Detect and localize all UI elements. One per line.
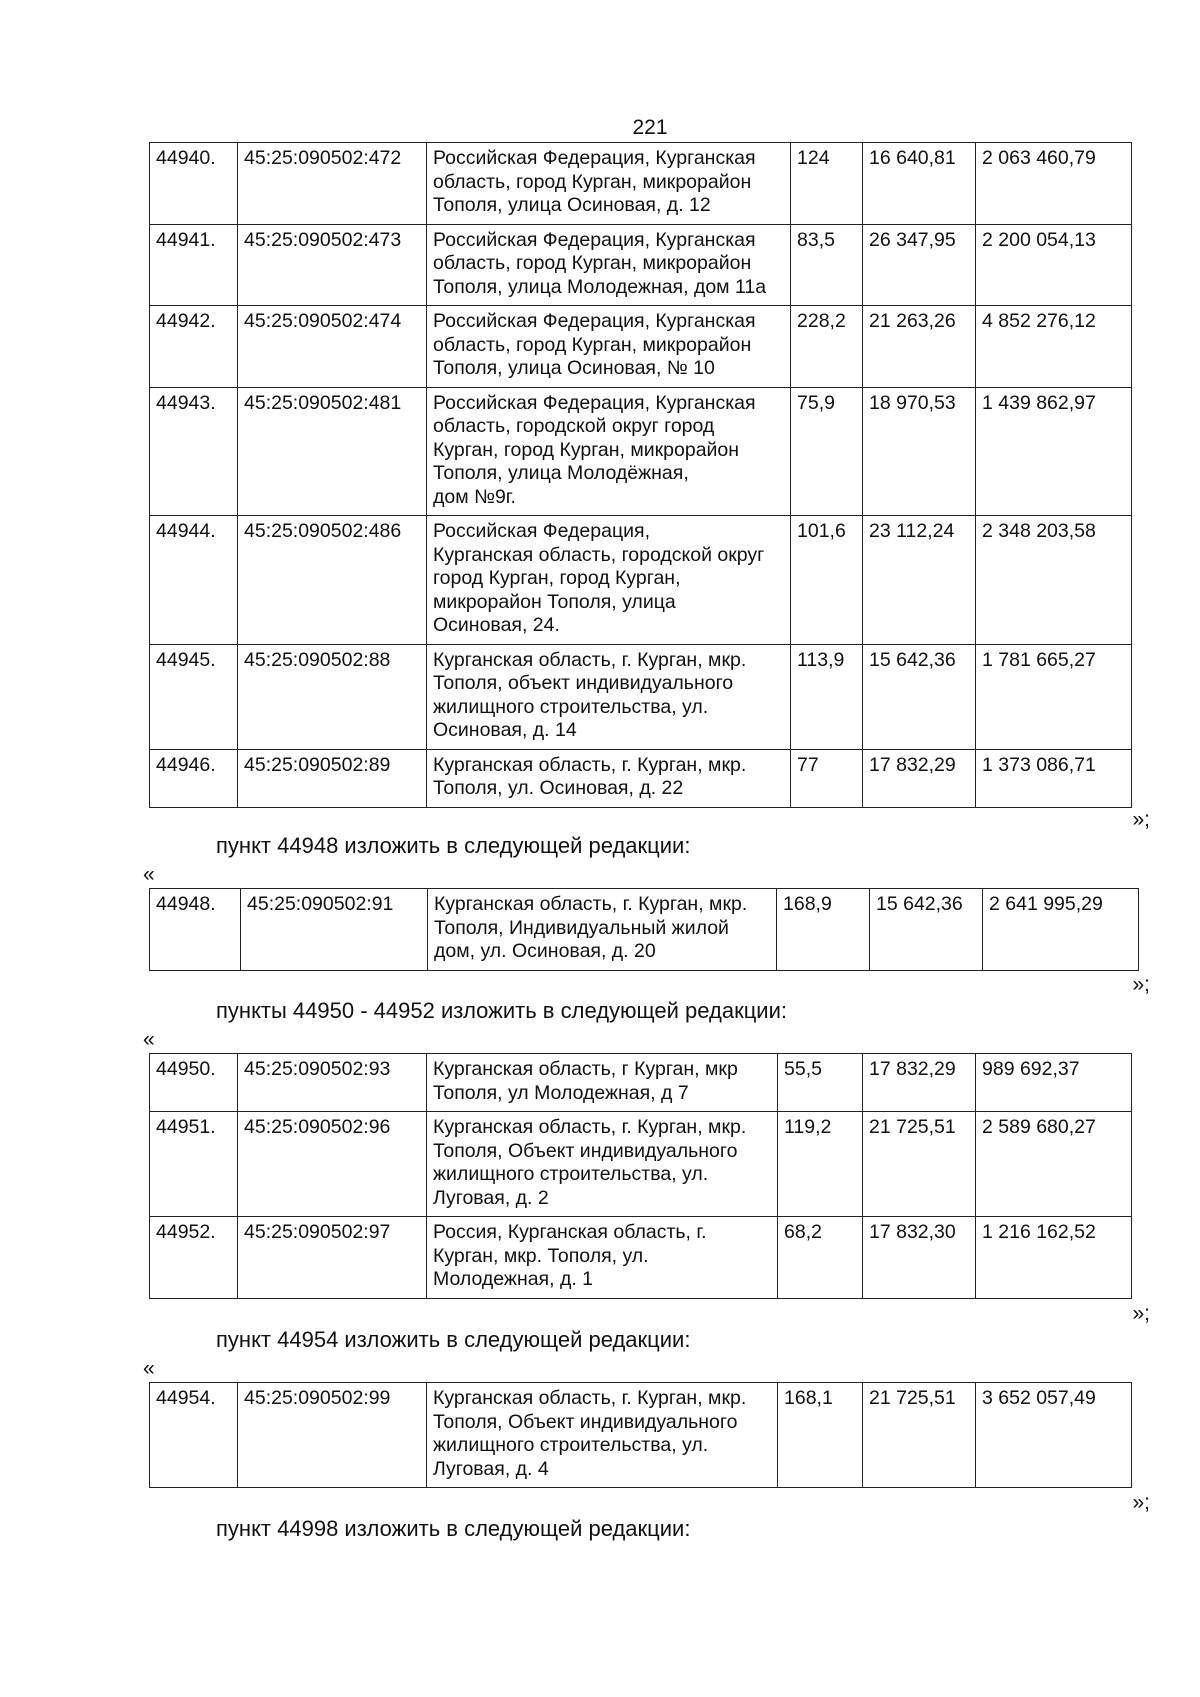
- table-row: [150, 644, 1132, 749]
- address: Российская Федерация, Курганская область, город Курган, микрорайон Тополя, улица Молодежная, дом 11а: [427, 224, 791, 306]
- property-table-3: [149, 1053, 1132, 1299]
- total-value: 1 216 162,52: [976, 1217, 1132, 1299]
- price-per-unit: 17 832,29: [863, 1054, 976, 1112]
- row-number: 44942.: [150, 306, 238, 388]
- area: 113,9: [791, 644, 863, 749]
- area: 228,2: [791, 306, 863, 388]
- cadastral-number: 45:25:090502:473: [238, 224, 427, 306]
- property-table-4: [149, 1382, 1132, 1488]
- page-number: 221: [632, 116, 668, 139]
- address: Курганская область, г. Курган, мкр. Тополя, Индивидуальный жилой дом, ул. Осиновая, д. 20: [428, 889, 777, 971]
- cadastral-number: 45:25:090502:89: [238, 749, 427, 807]
- address: Россия, Курганская область, г. Курган, мкр. Тополя, ул. Молодежная, д. 1: [427, 1217, 778, 1299]
- opening-quote: «: [143, 863, 155, 886]
- area: 168,1: [778, 1383, 863, 1488]
- amendment-instruction: пункт 44998 изложить в следующей редакции:: [216, 1516, 691, 1541]
- total-value: 3 652 057,49: [976, 1383, 1132, 1488]
- price-per-unit: 17 832,29: [863, 749, 976, 807]
- row-number: 44943.: [150, 387, 238, 516]
- area: 83,5: [791, 224, 863, 306]
- total-value: 2 641 995,29: [983, 889, 1139, 971]
- address: Курганская область, г. Курган, мкр. Тополя, ул. Осиновая, д. 22: [427, 749, 791, 807]
- row-number: 44944.: [150, 516, 238, 645]
- area: 101,6: [791, 516, 863, 645]
- row-number: 44954.: [150, 1383, 238, 1488]
- address: Российская Федерация, Курганская область, город Курган, микрорайон Тополя, улица Осиновая, д. 12: [427, 143, 791, 225]
- price-per-unit: 26 347,95: [863, 224, 976, 306]
- table-row: [150, 143, 1132, 225]
- table-row: [150, 889, 1139, 971]
- cadastral-number: 45:25:090502:91: [241, 889, 428, 971]
- total-value: 1 373 086,71: [976, 749, 1132, 807]
- price-per-unit: 21 263,26: [863, 306, 976, 388]
- opening-quote: «: [143, 1028, 155, 1051]
- amendment-instruction: пункт 44948 изложить в следующей редакции:: [216, 833, 691, 858]
- price-per-unit: 21 725,51: [863, 1112, 976, 1217]
- address: Российская Федерация, Курганская область, город Курган, микрорайон Тополя, улица Осиновая, № 10: [427, 306, 791, 388]
- total-value: 2 589 680,27: [976, 1112, 1132, 1217]
- row-number: 44950.: [150, 1054, 238, 1112]
- table-row: [150, 1383, 1132, 1488]
- total-value: 1 781 665,27: [976, 644, 1132, 749]
- table-row: [150, 749, 1132, 807]
- cadastral-number: 45:25:090502:96: [238, 1112, 427, 1217]
- row-number: 44940.: [150, 143, 238, 225]
- cadastral-number: 45:25:090502:88: [238, 644, 427, 749]
- price-per-unit: 23 112,24: [863, 516, 976, 645]
- total-value: 1 439 862,97: [976, 387, 1132, 516]
- total-value: 2 063 460,79: [976, 143, 1132, 225]
- price-per-unit: 15 642,36: [863, 644, 976, 749]
- area: 168,9: [777, 889, 870, 971]
- address: Курганская область, г Курган, мкр Тополя, ул Молодежная, д 7: [427, 1054, 778, 1112]
- price-per-unit: 18 970,53: [863, 387, 976, 516]
- address: Курганская область, г. Курган, мкр. Тополя, объект индивидуального жилищного строительства, ул. Осиновая, д. 14: [427, 644, 791, 749]
- closing-quote: »;: [1132, 808, 1150, 831]
- closing-quote: »;: [1132, 973, 1150, 996]
- cadastral-number: 45:25:090502:97: [238, 1217, 427, 1299]
- table-row: [150, 1217, 1132, 1299]
- area: 124: [791, 143, 863, 225]
- table-row: [150, 516, 1132, 645]
- price-per-unit: 17 832,30: [863, 1217, 976, 1299]
- area: 77: [791, 749, 863, 807]
- total-value: 989 692,37: [976, 1054, 1132, 1112]
- address: Курганская область, г. Курган, мкр. Тополя, Объект индивидуального жилищного строительства, ул. Луговая, д. 4: [427, 1383, 778, 1488]
- area: 68,2: [778, 1217, 863, 1299]
- closing-quote: »;: [1132, 1491, 1150, 1514]
- total-value: 2 348 203,58: [976, 516, 1132, 645]
- opening-quote: «: [143, 1357, 155, 1380]
- total-value: 4 852 276,12: [976, 306, 1132, 388]
- price-per-unit: 21 725,51: [863, 1383, 976, 1488]
- total-value: 2 200 054,13: [976, 224, 1132, 306]
- row-number: 44948.: [150, 889, 241, 971]
- cadastral-number: 45:25:090502:99: [238, 1383, 427, 1488]
- row-number: 44941.: [150, 224, 238, 306]
- amendment-instruction: пункты 44950 - 44952 изложить в следующей редакции:: [216, 998, 788, 1023]
- row-number: 44951.: [150, 1112, 238, 1217]
- table-row: [150, 1112, 1132, 1217]
- amendment-instruction: пункт 44954 изложить в следующей редакции:: [216, 1327, 691, 1352]
- area: 119,2: [778, 1112, 863, 1217]
- row-number: 44952.: [150, 1217, 238, 1299]
- table-row: [150, 306, 1132, 388]
- cadastral-number: 45:25:090502:474: [238, 306, 427, 388]
- cadastral-number: 45:25:090502:472: [238, 143, 427, 225]
- address: Российская Федерация, Курганская область, городской округ город Курган, город Курган, микрорайон Тополя, улица Молодёжная, дом №9г.: [427, 387, 791, 516]
- price-per-unit: 16 640,81: [863, 143, 976, 225]
- closing-quote: »;: [1132, 1302, 1150, 1325]
- table-row: [150, 1054, 1132, 1112]
- property-table-2: [149, 888, 1139, 971]
- property-table-1: [149, 142, 1132, 808]
- cadastral-number: 45:25:090502:486: [238, 516, 427, 645]
- row-number: 44945.: [150, 644, 238, 749]
- address: Российская Федерация, Курганская область, городской округ город Курган, город Курган, микрорайон Тополя, улица Осиновая, 24.: [427, 516, 791, 645]
- price-per-unit: 15 642,36: [870, 889, 983, 971]
- area: 75,9: [791, 387, 863, 516]
- area: 55,5: [778, 1054, 863, 1112]
- table-row: [150, 224, 1132, 306]
- cadastral-number: 45:25:090502:481: [238, 387, 427, 516]
- table-row: [150, 387, 1132, 516]
- row-number: 44946.: [150, 749, 238, 807]
- address: Курганская область, г. Курган, мкр. Тополя, Объект индивидуального жилищного строительства, ул. Луговая, д. 2: [427, 1112, 778, 1217]
- cadastral-number: 45:25:090502:93: [238, 1054, 427, 1112]
